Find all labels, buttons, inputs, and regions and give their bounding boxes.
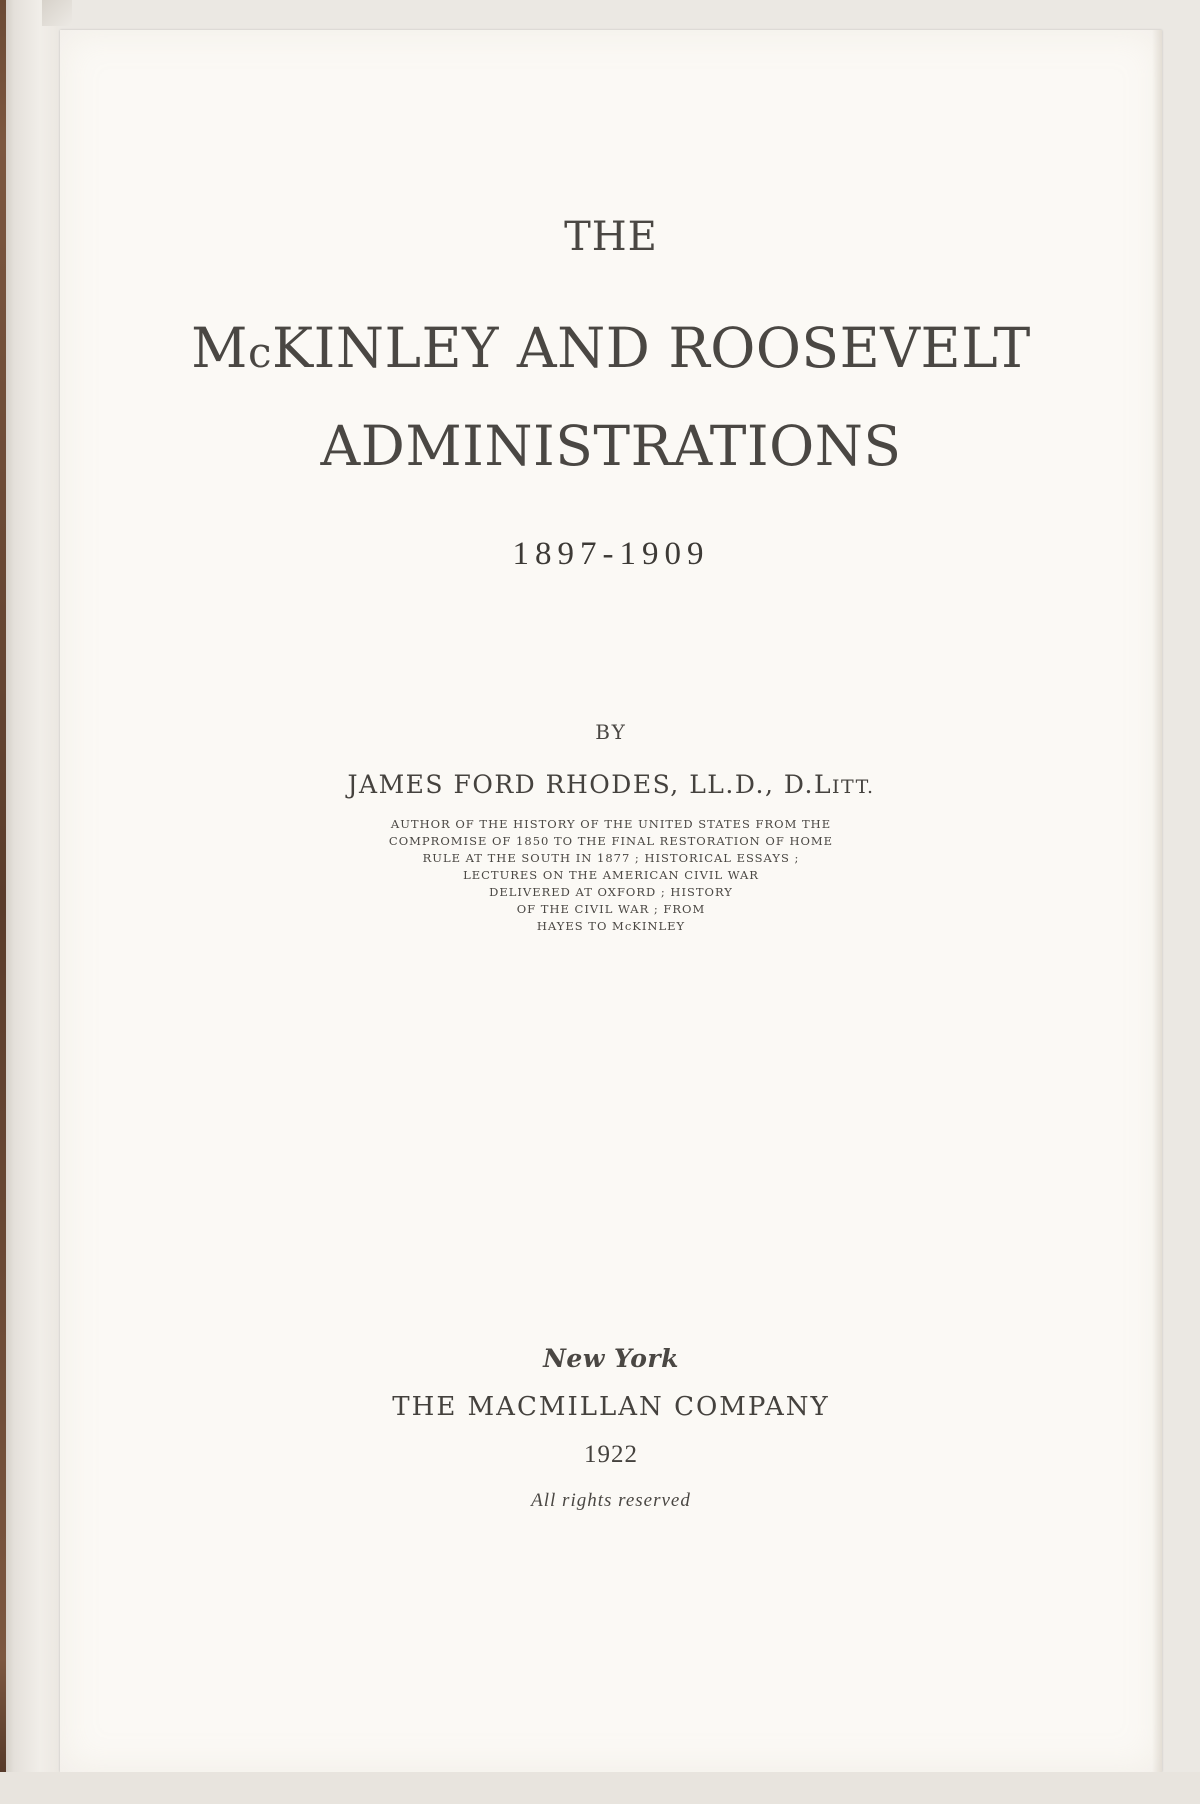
rights-notice: All rights reserved [531,1490,691,1511]
credentials-line: AUTHOR OF THE HISTORY OF THE UNITED STATES FROM THE [390,817,832,831]
publication-place: New York [543,1344,679,1373]
credentials-line: COMPROMISE OF 1850 TO THE FINAL RESTORATION OF HOME [388,834,834,848]
title-line-2: ADMINISTRATIONS [320,414,902,478]
publisher-name: THE MACMILLAN COMPANY [392,1392,830,1422]
byline-by: BY [595,720,627,744]
author-name-main: JAMES FORD RHODES, LL.D., D.L [347,770,833,799]
facing-page-edge [0,0,58,1804]
page-corner [42,0,72,26]
background-bottom [0,1772,1200,1804]
credentials-line: DELIVERED AT OXFORD ; HISTORY [489,885,733,899]
publication-year: 1922 [584,1441,638,1468]
title-page [60,30,1162,1772]
credentials-line: LECTURES ON THE AMERICAN CIVIL WAR [463,868,759,882]
book-spine-edge [0,0,6,1804]
credentials-line: OF THE CIVIL WAR ; FROM [516,902,706,916]
author-credentials [60,816,1162,935]
title-line-1-small: c [247,328,272,377]
author-name [60,770,1162,799]
title-line-1 [60,316,1162,380]
title-line-1-prefix: M [191,316,248,380]
credentials-line: RULE AT THE SOUTH IN 1877 ; HISTORICAL ESSAYS ; [422,851,800,865]
author-name-small: ITT. [832,776,875,798]
title-line-1-rest: KINLEY AND ROOSEVELT [272,316,1031,380]
title-years: 1897-1909 [512,536,710,572]
title-the: THE [564,214,658,260]
credentials-line: HAYES TO McKINLEY [536,919,686,933]
